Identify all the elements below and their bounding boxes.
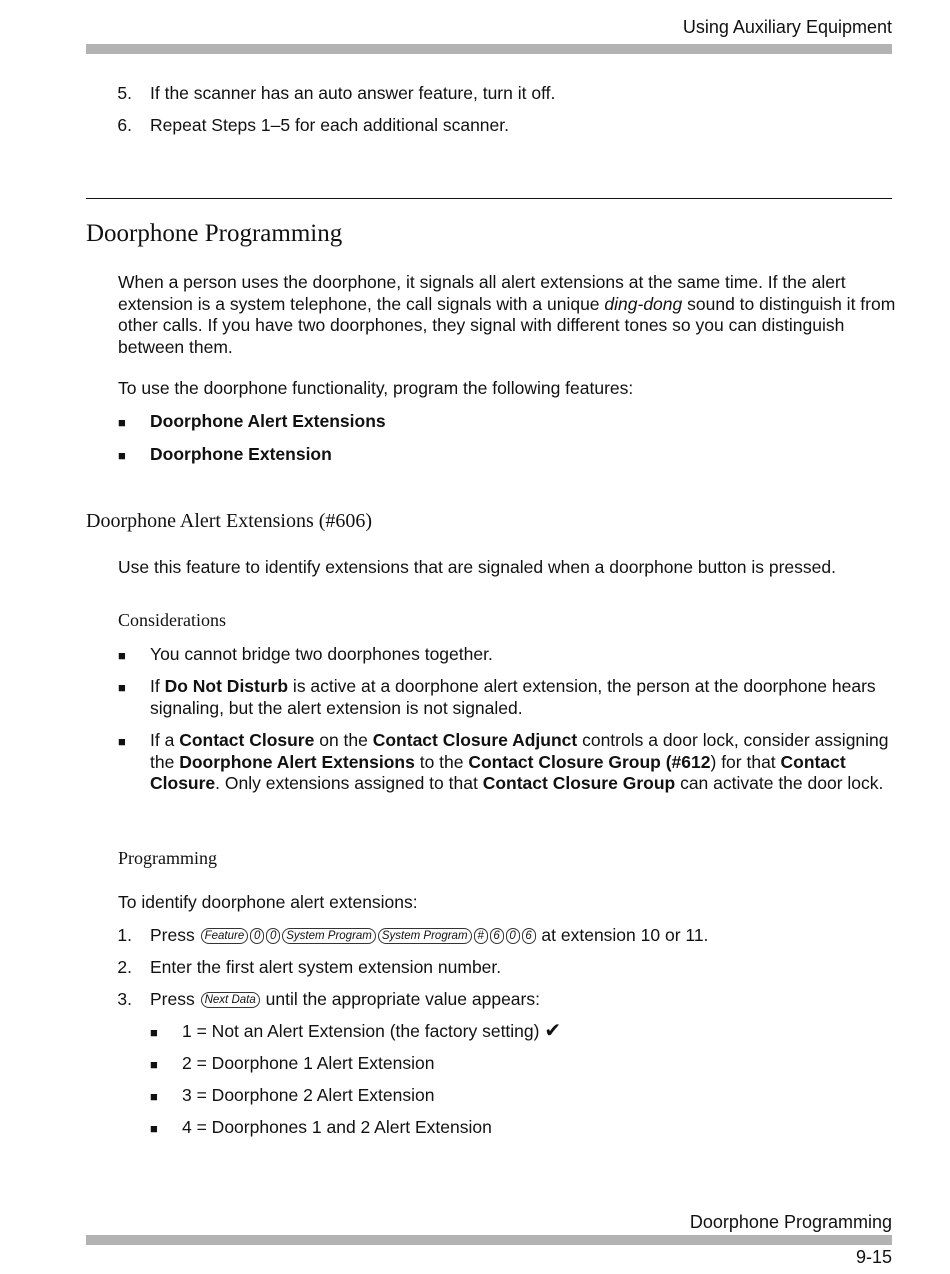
step-number: 6.: [117, 115, 132, 135]
features-intro: To use the doorphone functionality, program the following features:: [118, 378, 634, 398]
consideration-item: If Do Not Disturb is active at a doorphone alert extension, the person at the doorphone hears signaling, but the alert extension is not signaled.: [150, 676, 876, 718]
value-option: 1 = Not an Alert Extension (the factory setting) ✔: [182, 1020, 562, 1042]
step-number: 1.: [117, 925, 132, 945]
running-header: Using Auxiliary Equipment: [682, 17, 892, 37]
running-footer: Doorphone Programming: [689, 1212, 892, 1232]
bullet-icon: ■: [150, 1025, 158, 1040]
pound-key-icon: #: [474, 928, 488, 944]
step-number: 3.: [117, 989, 132, 1009]
next-data-key-icon: Next Data: [201, 992, 260, 1008]
page-number: 9-15: [855, 1247, 892, 1267]
feature-key-icon: Feature: [201, 928, 249, 944]
bullet-icon: ■: [118, 648, 126, 663]
bullet-icon: ■: [118, 448, 126, 463]
consideration-item: You cannot bridge two doorphones together.: [150, 644, 493, 664]
footer-bar: [86, 1235, 892, 1245]
section-title: Doorphone Programming: [86, 220, 343, 247]
digit-key-icon: 0: [506, 928, 520, 944]
bullet-icon: ■: [150, 1121, 158, 1136]
system-program-key-icon: System Program: [378, 928, 472, 944]
value-option: 4 = Doorphones 1 and 2 Alert Extension: [182, 1117, 492, 1137]
intro-paragraph: When a person uses the doorphone, it signals all alert extensions at the same time. If the alert extension is a system telephone, the call signals with a unique ding-dong sound to distinguish it from other calls. If you have two doorphones, they signal with different tones so you can distinguish between them.: [118, 272, 896, 357]
feature-item: Doorphone Extension: [150, 444, 332, 464]
digit-key-icon: 6: [522, 928, 536, 944]
programming-heading: Programming: [118, 848, 217, 868]
step-number: 5.: [117, 83, 132, 103]
consideration-item: If a Contact Closure on the Contact Closure Adjunct controls a door lock, consider assigning the Doorphone Alert Extensions to the Contact Closure Group (#612) for that Contact Closure. Only extensions assigned to that Contact Closure Group can activate the door lock.: [150, 730, 889, 793]
header-bar: [86, 44, 892, 54]
value-option: 2 = Doorphone 1 Alert Extension: [182, 1053, 435, 1073]
section-divider: [86, 198, 892, 199]
digit-key-icon: 0: [250, 928, 264, 944]
subsection-title: Doorphone Alert Extensions (#606): [86, 510, 373, 532]
digit-key-icon: 0: [266, 928, 280, 944]
step-number: 2.: [117, 957, 132, 977]
step-text: Repeat Steps 1–5 for each additional scanner.: [150, 115, 509, 135]
digit-key-icon: 6: [490, 928, 504, 944]
checkmark-icon: ✔: [544, 1020, 562, 1042]
step-text: If the scanner has an auto answer feature, turn it off.: [150, 83, 556, 103]
bullet-icon: ■: [118, 734, 126, 749]
programming-intro: To identify doorphone alert extensions:: [118, 892, 418, 912]
bullet-icon: ■: [150, 1089, 158, 1104]
emphasis-text: ding-dong: [604, 293, 683, 314]
considerations-heading: Considerations: [118, 610, 226, 630]
system-program-key-icon: System Program: [282, 928, 376, 944]
step-text: Enter the first alert system extension number.: [150, 957, 502, 977]
bullet-icon: ■: [150, 1057, 158, 1072]
step-text: Press Next Data until the appropriate value appears:: [150, 989, 540, 1009]
step-text: Press Feature 0 0 System Program System Program # 6 0 6 at extension 10 or 11.: [150, 925, 709, 945]
bullet-icon: ■: [118, 415, 126, 430]
subsection-description: Use this feature to identify extensions that are signaled when a doorphone button is pressed.: [118, 557, 836, 577]
value-option: 3 = Doorphone 2 Alert Extension: [182, 1085, 435, 1105]
feature-item: Doorphone Alert Extensions: [150, 411, 386, 431]
bullet-icon: ■: [118, 680, 126, 695]
